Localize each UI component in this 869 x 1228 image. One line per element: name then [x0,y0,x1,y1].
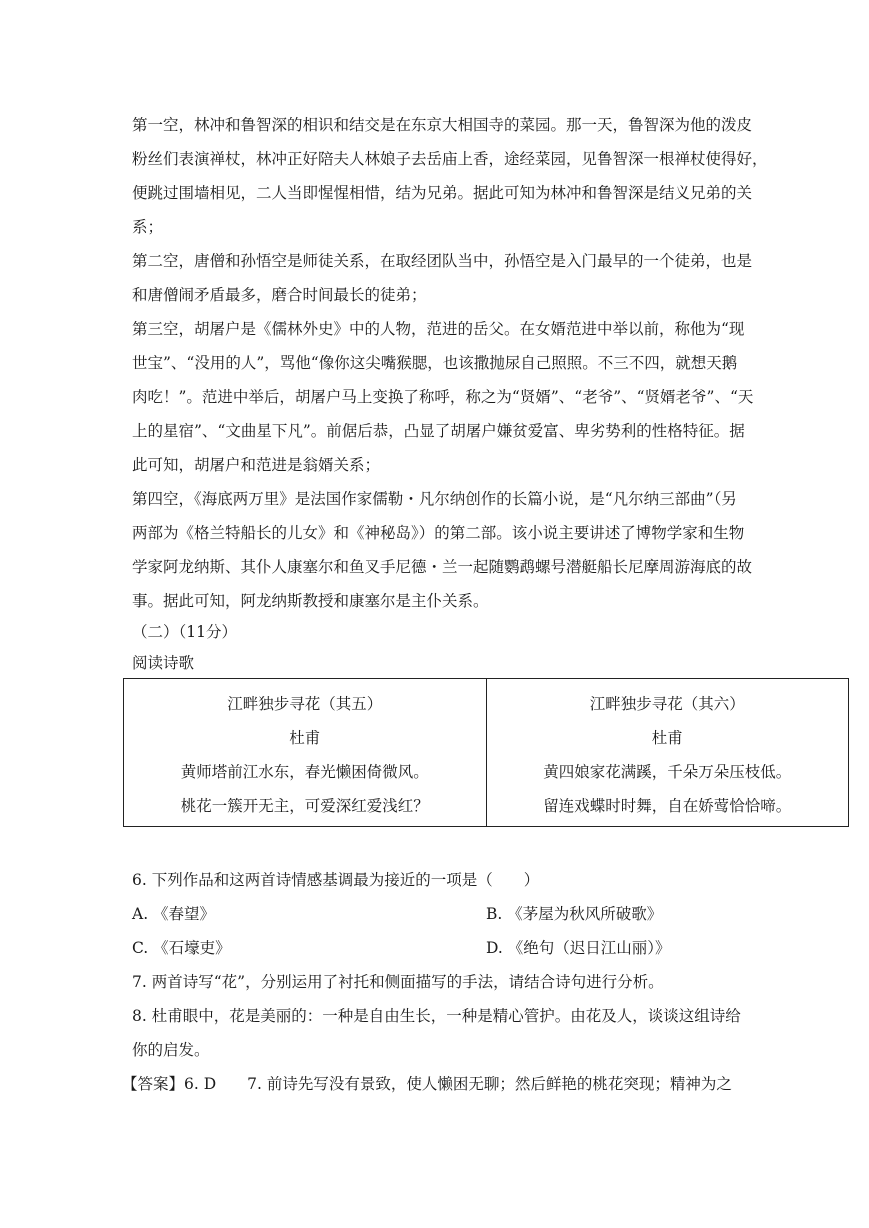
paragraph-line: 肉吃！”。范进中举后，胡屠户马上变换了称呼，称之为“贤婿”、“老爷”、“贤婿老爷”、“天 [132,388,754,406]
paragraph-line: 事。据此可知，阿龙纳斯教授和康塞尔是主仆关系。 [132,592,489,610]
poem-line: 留连戏蝶时时舞，自在娇莺恰恰啼。 [543,797,792,815]
poem-title: 江畔独步寻花（其五） [227,695,383,713]
poem-author: 杜甫 [651,729,683,747]
paragraph-line: 上的星宿”、“文曲星下凡”。前倨后恭，凸显了胡屠户嫌贫爱富、卑劣势利的性格特征。据 [132,422,745,440]
question-8: 8. 杜甫眼中，花是美丽的：一种是自由生长，一种是精心管护。由花及人，谈谈这组诗给 [132,1007,741,1025]
paragraph-line: 第一空，林冲和鲁智深的相识和结交是在东京大相国寺的菜园。那一天，鲁智深为他的泼皮 [132,116,753,134]
paragraph-line: 此可知，胡屠户和范进是翁婿关系； [132,456,381,474]
option-a: A. 《春望》 [132,905,216,923]
paragraph-line: 系； [132,218,164,236]
poem-cell-five [124,679,486,826]
poem-table [123,678,849,827]
option-c: C. 《石壕吏》 [132,939,231,957]
paragraph-line: 便跳过围墙相见，二人当即惺惺相惜，结为兄弟。据此可知为林冲和鲁智深是结义兄弟的关 [132,184,753,202]
paragraph-line: 粉丝们表演禅杖，林冲正好陪夫人林娘子去岳庙上香，途经菜园，见鲁智深一根禅杖使得好， [132,150,768,168]
poem-line: 桃花一簇开无主，可爱深红爱浅红？ [180,797,429,815]
question-6: 6. 下列作品和这两首诗情感基调最为接近的一项是（ ） [132,871,540,889]
section-intro: 阅读诗歌 [132,654,195,672]
option-b: B. 《茅屋为秋风所破歌》 [486,905,663,923]
paragraph-line: 和唐僧闹矛盾最多，磨合时间最长的徒弟； [132,286,427,304]
paragraph-line: 第四空，《海底两万里》是法国作家儒勒・凡尔纳创作的长篇小说，是“凡尔纳三部曲”（另 [132,490,737,508]
poem-line: 黄四娘家花满蹊，千朵万朵压枝低。 [543,763,792,781]
paragraph-line: 学家阿龙纳斯、其仆人康塞尔和鱼叉手尼德・兰一起随鹦鹉螺号潜艇船长尼摩周游海底的故 [132,558,753,576]
paragraph-line: 两部为《格兰特船长的儿女》和《神秘岛》）的第二部。该小说主要讲述了博物学家和生物 [132,524,745,542]
paragraph-line: 世宝”、“没用的人”，骂他“像你这尖嘴猴腮，也该撒抛尿自己照照。不三不四，就想天鹅 [132,354,738,372]
option-d: D. 《绝句（迟日江山丽）》 [486,939,671,957]
poem-line: 黄师塔前江水东，春光懒困倚微风。 [180,763,429,781]
question-7: 7. 两首诗写“花”，分别运用了衬托和侧面描写的手法，请结合诗句进行分析。 [132,973,664,991]
paragraph-line: 第三空，胡屠户是《儒林外史》中的人物，范进的岳父。在女婿范进中举以前，称他为“现 [132,320,745,338]
section-heading: （二）（11分） [132,623,237,641]
paragraph-line: 第二空，唐僧和孙悟空是师徒关系，在取经团队当中，孙悟空是入门最早的一个徒弟，也是 [132,252,753,270]
poem-cell-six [486,679,849,826]
answer-line: 【答案】6. D 7. 前诗先写没有景致，使人懒困无聊；然后鲜艳的桃花突现；精神为之 [122,1075,732,1093]
poem-title: 江畔独步寻花（其六） [589,695,745,713]
poem-author: 杜甫 [289,729,321,747]
question-8-continued: 你的启发。 [132,1041,210,1059]
